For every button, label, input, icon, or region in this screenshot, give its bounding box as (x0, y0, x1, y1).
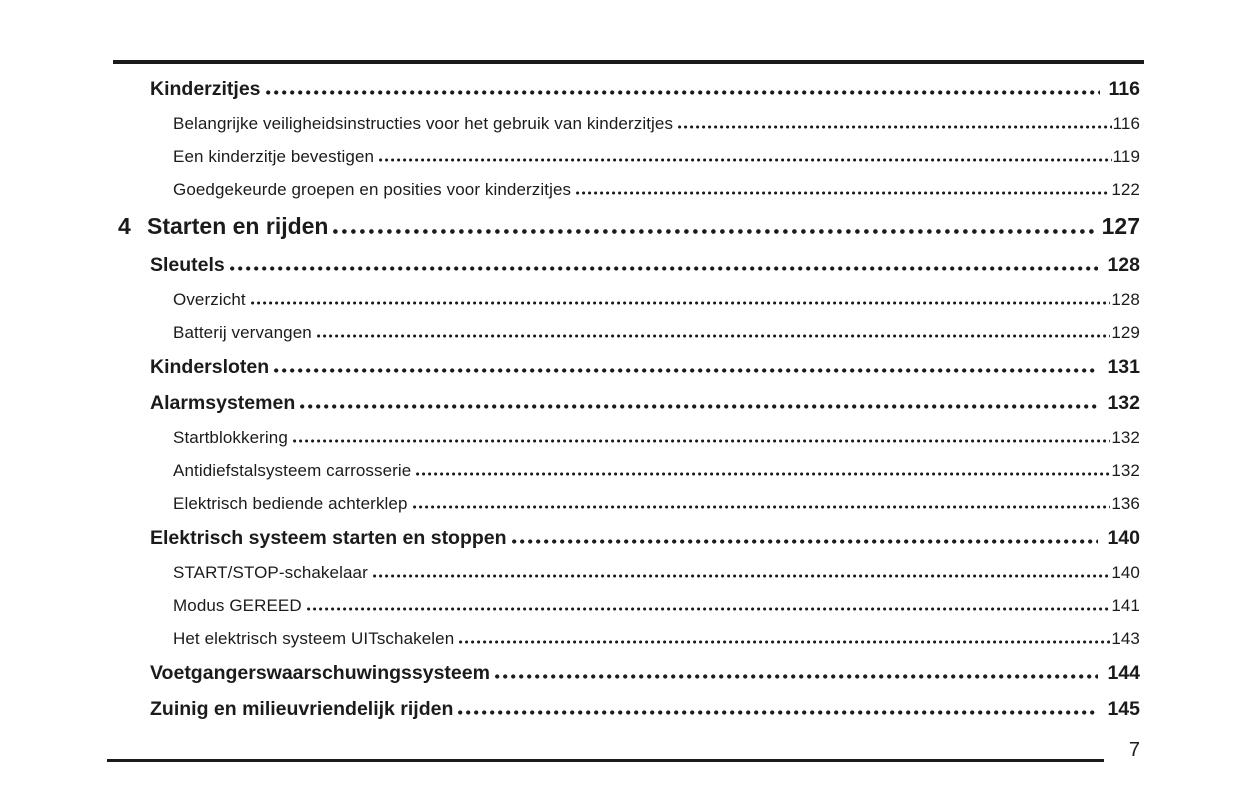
toc-entry-section[interactable] (112, 391, 1140, 416)
toc-entry-sub[interactable] (112, 493, 1140, 515)
toc-entry-page: 129 (1111, 323, 1140, 342)
toc-entry-sub[interactable] (112, 113, 1140, 135)
dotted-leader (512, 539, 1099, 544)
toc-entry-sub[interactable] (112, 562, 1140, 584)
dotted-leader (307, 607, 1111, 611)
toc-entry-page: 119 (1112, 147, 1140, 166)
dotted-leader (413, 505, 1111, 509)
dotted-leader (317, 334, 1111, 338)
toc-entry-title: Starten en rijden (147, 213, 329, 239)
dotted-leader (459, 640, 1110, 644)
dotted-leader (300, 404, 1098, 409)
toc-entry-sub[interactable] (112, 427, 1140, 449)
toc-entry-sub[interactable] (112, 289, 1140, 311)
toc-entry-page: 127 (1101, 213, 1140, 239)
dotted-leader (274, 368, 1098, 373)
toc-entry-title: Kinderzitjes (150, 78, 261, 100)
toc-entry-page: 143 (1111, 629, 1140, 648)
toc-entry-page: 132 (1111, 461, 1140, 480)
toc-entry-section[interactable] (112, 697, 1140, 722)
toc-entry-title: Zuinig en milieuvriendelijk rijden (150, 698, 454, 720)
toc-entry-title: START/STOP-schakelaar (173, 563, 368, 582)
toc-entry-sub[interactable] (112, 146, 1140, 168)
dotted-leader (576, 191, 1110, 195)
toc-entry-section[interactable] (112, 355, 1140, 380)
toc-entry-title: Belangrijke veiligheidsinstructies voor het gebruik van kinderzitjes (173, 114, 674, 133)
toc-entry-title: Kindersloten (150, 356, 270, 378)
toc-entry-page: 128 (1107, 254, 1140, 276)
dotted-leader (495, 674, 1099, 679)
dotted-leader (373, 574, 1111, 578)
toc-entry-title: Voetgangerswaarschuwingssysteem (150, 662, 490, 684)
toc-entry-section[interactable] (112, 526, 1140, 551)
toc-entry-page: 140 (1111, 563, 1140, 582)
toc-list (112, 77, 1140, 733)
toc-entry-page: 116 (1108, 78, 1140, 100)
toc-entry-page: 132 (1107, 392, 1140, 414)
toc-entry-title: Overzicht (173, 290, 246, 309)
toc-entry-title: Het elektrisch systeem UITschakelen (173, 629, 455, 648)
toc-entry-title: Modus GEREED (173, 596, 302, 615)
dotted-leader (230, 266, 1099, 271)
toc-entry-sub[interactable] (112, 460, 1140, 482)
toc-entry-title: Elektrisch systeem starten en stoppen (150, 527, 507, 549)
toc-entry-title: Alarmsystemen (150, 392, 296, 414)
bottom-rule (107, 759, 1104, 762)
toc-entry-sub[interactable] (112, 595, 1140, 617)
toc-entry-section[interactable] (112, 661, 1140, 686)
toc-entry-page: 144 (1107, 662, 1140, 684)
toc-entry-section[interactable] (112, 253, 1140, 278)
toc-entry-page: 128 (1111, 290, 1140, 309)
dotted-leader (293, 439, 1110, 443)
toc-entry-page: 136 (1111, 494, 1140, 513)
folio-page-number: 7 (1128, 739, 1140, 761)
dotted-leader (678, 125, 1112, 129)
toc-entry-page: 132 (1111, 428, 1140, 447)
toc-entry-chapter[interactable] (112, 212, 1140, 241)
toc-entry-page: 116 (1112, 114, 1140, 133)
toc-entry-sub[interactable] (112, 628, 1140, 650)
dotted-leader (333, 229, 1097, 234)
toc-entry-page: 140 (1107, 527, 1140, 549)
dotted-leader (379, 158, 1112, 162)
toc-entry-page: 122 (1111, 180, 1140, 199)
dotted-leader (251, 301, 1111, 305)
toc-entry-title: Sleutels (150, 254, 225, 276)
toc-chapter-number: 4 (118, 213, 131, 239)
toc-entry-page: 141 (1111, 596, 1140, 615)
page-footer (107, 737, 1140, 764)
toc-entry-title: Antidiefstalsysteem carrosserie (173, 461, 412, 480)
toc-entry-sub[interactable] (112, 179, 1140, 201)
toc-entry-page: 145 (1107, 698, 1140, 720)
toc-entry-page: 131 (1107, 356, 1140, 378)
toc-entry-title: Elektrisch bediende achterklep (173, 494, 408, 513)
dotted-leader (266, 90, 1100, 95)
dotted-leader (458, 710, 1098, 715)
toc-entry-title: Startblokkering (173, 428, 288, 447)
top-rule (113, 60, 1144, 64)
toc-entry-title: Batterij vervangen (173, 323, 312, 342)
dotted-leader (416, 472, 1110, 476)
toc-entry-section[interactable] (112, 77, 1140, 102)
toc-entry-title: Goedgekeurde groepen en posities voor kinderzitjes (173, 180, 572, 199)
toc-entry-sub[interactable] (112, 322, 1140, 344)
toc-entry-title: Een kinderzitje bevestigen (173, 147, 375, 166)
